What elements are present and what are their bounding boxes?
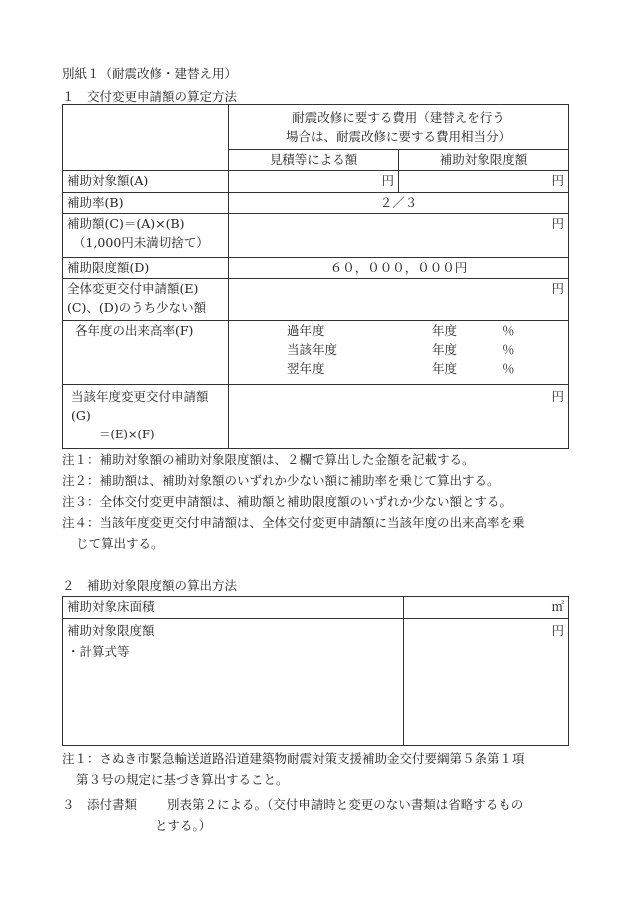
- row-a-limit-value: 円: [399, 171, 569, 193]
- section-2-heading: ２ 補助対象限度額の算出方法: [62, 578, 238, 593]
- limit-amount-unit: 円: [404, 619, 569, 746]
- limit-amount-label: 補助対象限度額: [67, 623, 155, 638]
- note-2: 注２：補助額は、補助対象額のいずれか少ない額に補助率を乗じて算出する。: [62, 473, 500, 488]
- row-b-label: 補助率(B): [63, 193, 229, 214]
- estimate-column-header: 見積等による額: [229, 150, 399, 171]
- table-row: [63, 193, 569, 214]
- table-row: [63, 258, 569, 279]
- row-g-value: 円: [229, 385, 569, 449]
- limit-amount-cell: [63, 619, 404, 746]
- row-b-value: ２／３: [229, 193, 569, 214]
- attachments-text-line1: 別表第２による。（交付申請時と変更のない書類は省略するもの: [167, 797, 524, 812]
- row-d-label: 補助限度額(D): [63, 258, 229, 279]
- formula-label: ・計算式等: [67, 644, 130, 659]
- table-row: [63, 214, 569, 258]
- table-row: [63, 619, 569, 746]
- section-1-heading: １ 交付変更申請額の算定方法: [62, 89, 238, 104]
- limit-column-header: 補助対象限度額: [399, 150, 569, 171]
- note-2-1-line1: 注１：さぬき市緊急輸送道路沿道建築物耐震対策支援補助金交付要綱第５条第１項: [62, 751, 525, 766]
- table-row: [63, 321, 569, 385]
- row-g-label-line2: (G): [71, 408, 91, 423]
- section-3-heading: ３ 添付書類: [62, 797, 138, 812]
- fiscal-row-past: [287, 321, 564, 340]
- fiscal-name: 翌年度: [287, 361, 325, 376]
- note-4-line1: 注４：当該年度変更交付申請額は、全体交付変更申請額に当該年度の出来高率を乗: [62, 515, 525, 530]
- limit-table: [62, 596, 569, 746]
- row-c-label-line2: （1,000円未満切捨て）: [73, 235, 209, 250]
- table-corner-cell: [63, 105, 229, 171]
- fiscal-percent: ％: [502, 342, 515, 357]
- row-e-label-line2: (C)、(D)のうち少ない額: [67, 300, 207, 315]
- fiscal-year: 年度: [432, 323, 458, 338]
- fiscal-year: 年度: [432, 361, 458, 376]
- table-row: [63, 385, 569, 449]
- row-a-estimate-value: 円: [229, 171, 399, 193]
- table-row: [63, 171, 569, 193]
- row-e-label-line1: 全体変更交付申請額(E): [67, 281, 199, 296]
- table-row: [63, 597, 569, 619]
- note-3: 注３：全体交付変更申請額は、補助額と補助限度額のいずれか少ない額とする。: [62, 494, 513, 509]
- row-g-label: [63, 385, 229, 449]
- row-e-value: 円: [229, 279, 569, 321]
- note-1: 注１：補助対象額の補助対象限度額は、２欄で算出した金額を記載する。: [62, 452, 475, 467]
- row-g-label-line1: 当該年度変更交付申請額: [71, 389, 209, 404]
- note-4-line2: じて算出する。: [76, 536, 164, 551]
- cost-header-line2: 場合は、耐震改修に要する費用相当分）: [286, 129, 512, 144]
- row-c-label: [63, 214, 229, 258]
- calculation-table: [62, 104, 569, 449]
- notes-section-2: [62, 748, 572, 790]
- notes-section-1: [62, 449, 572, 554]
- row-f-values: [229, 321, 569, 385]
- floor-area-label: 補助対象床面積: [63, 597, 404, 619]
- floor-area-unit: ㎡: [404, 597, 569, 619]
- row-c-value: 円: [229, 214, 569, 258]
- fiscal-row-next: [287, 359, 564, 378]
- row-g-label-line3: ＝(E)×(F): [99, 427, 155, 441]
- note-2-1-line2: 第３号の規定に基づき算出すること。: [76, 772, 289, 787]
- fiscal-percent: ％: [502, 323, 515, 338]
- table-row: [63, 279, 569, 321]
- row-f-label: 各年度の出来高率(F): [63, 321, 229, 385]
- row-a-label: 補助対象額(A): [63, 171, 229, 193]
- row-c-label-line1: 補助額(C)＝(A)×(B): [67, 216, 185, 231]
- fiscal-year: 年度: [432, 342, 458, 357]
- cost-header: [229, 105, 569, 150]
- fiscal-row-current: [287, 340, 564, 359]
- row-e-label: [63, 279, 229, 321]
- fiscal-percent: ％: [502, 361, 515, 376]
- row-d-value: ６０，０００，０００円: [229, 258, 569, 279]
- cost-header-line1: 耐震改修に要する費用（建替えを行う: [292, 110, 505, 125]
- fiscal-name: 当該年度: [287, 342, 338, 357]
- fiscal-name: 過年度: [287, 323, 325, 338]
- document-title: 別紙１（耐震改修・建替え用）: [62, 66, 238, 81]
- attachments-text-line2: とする。）: [155, 818, 212, 833]
